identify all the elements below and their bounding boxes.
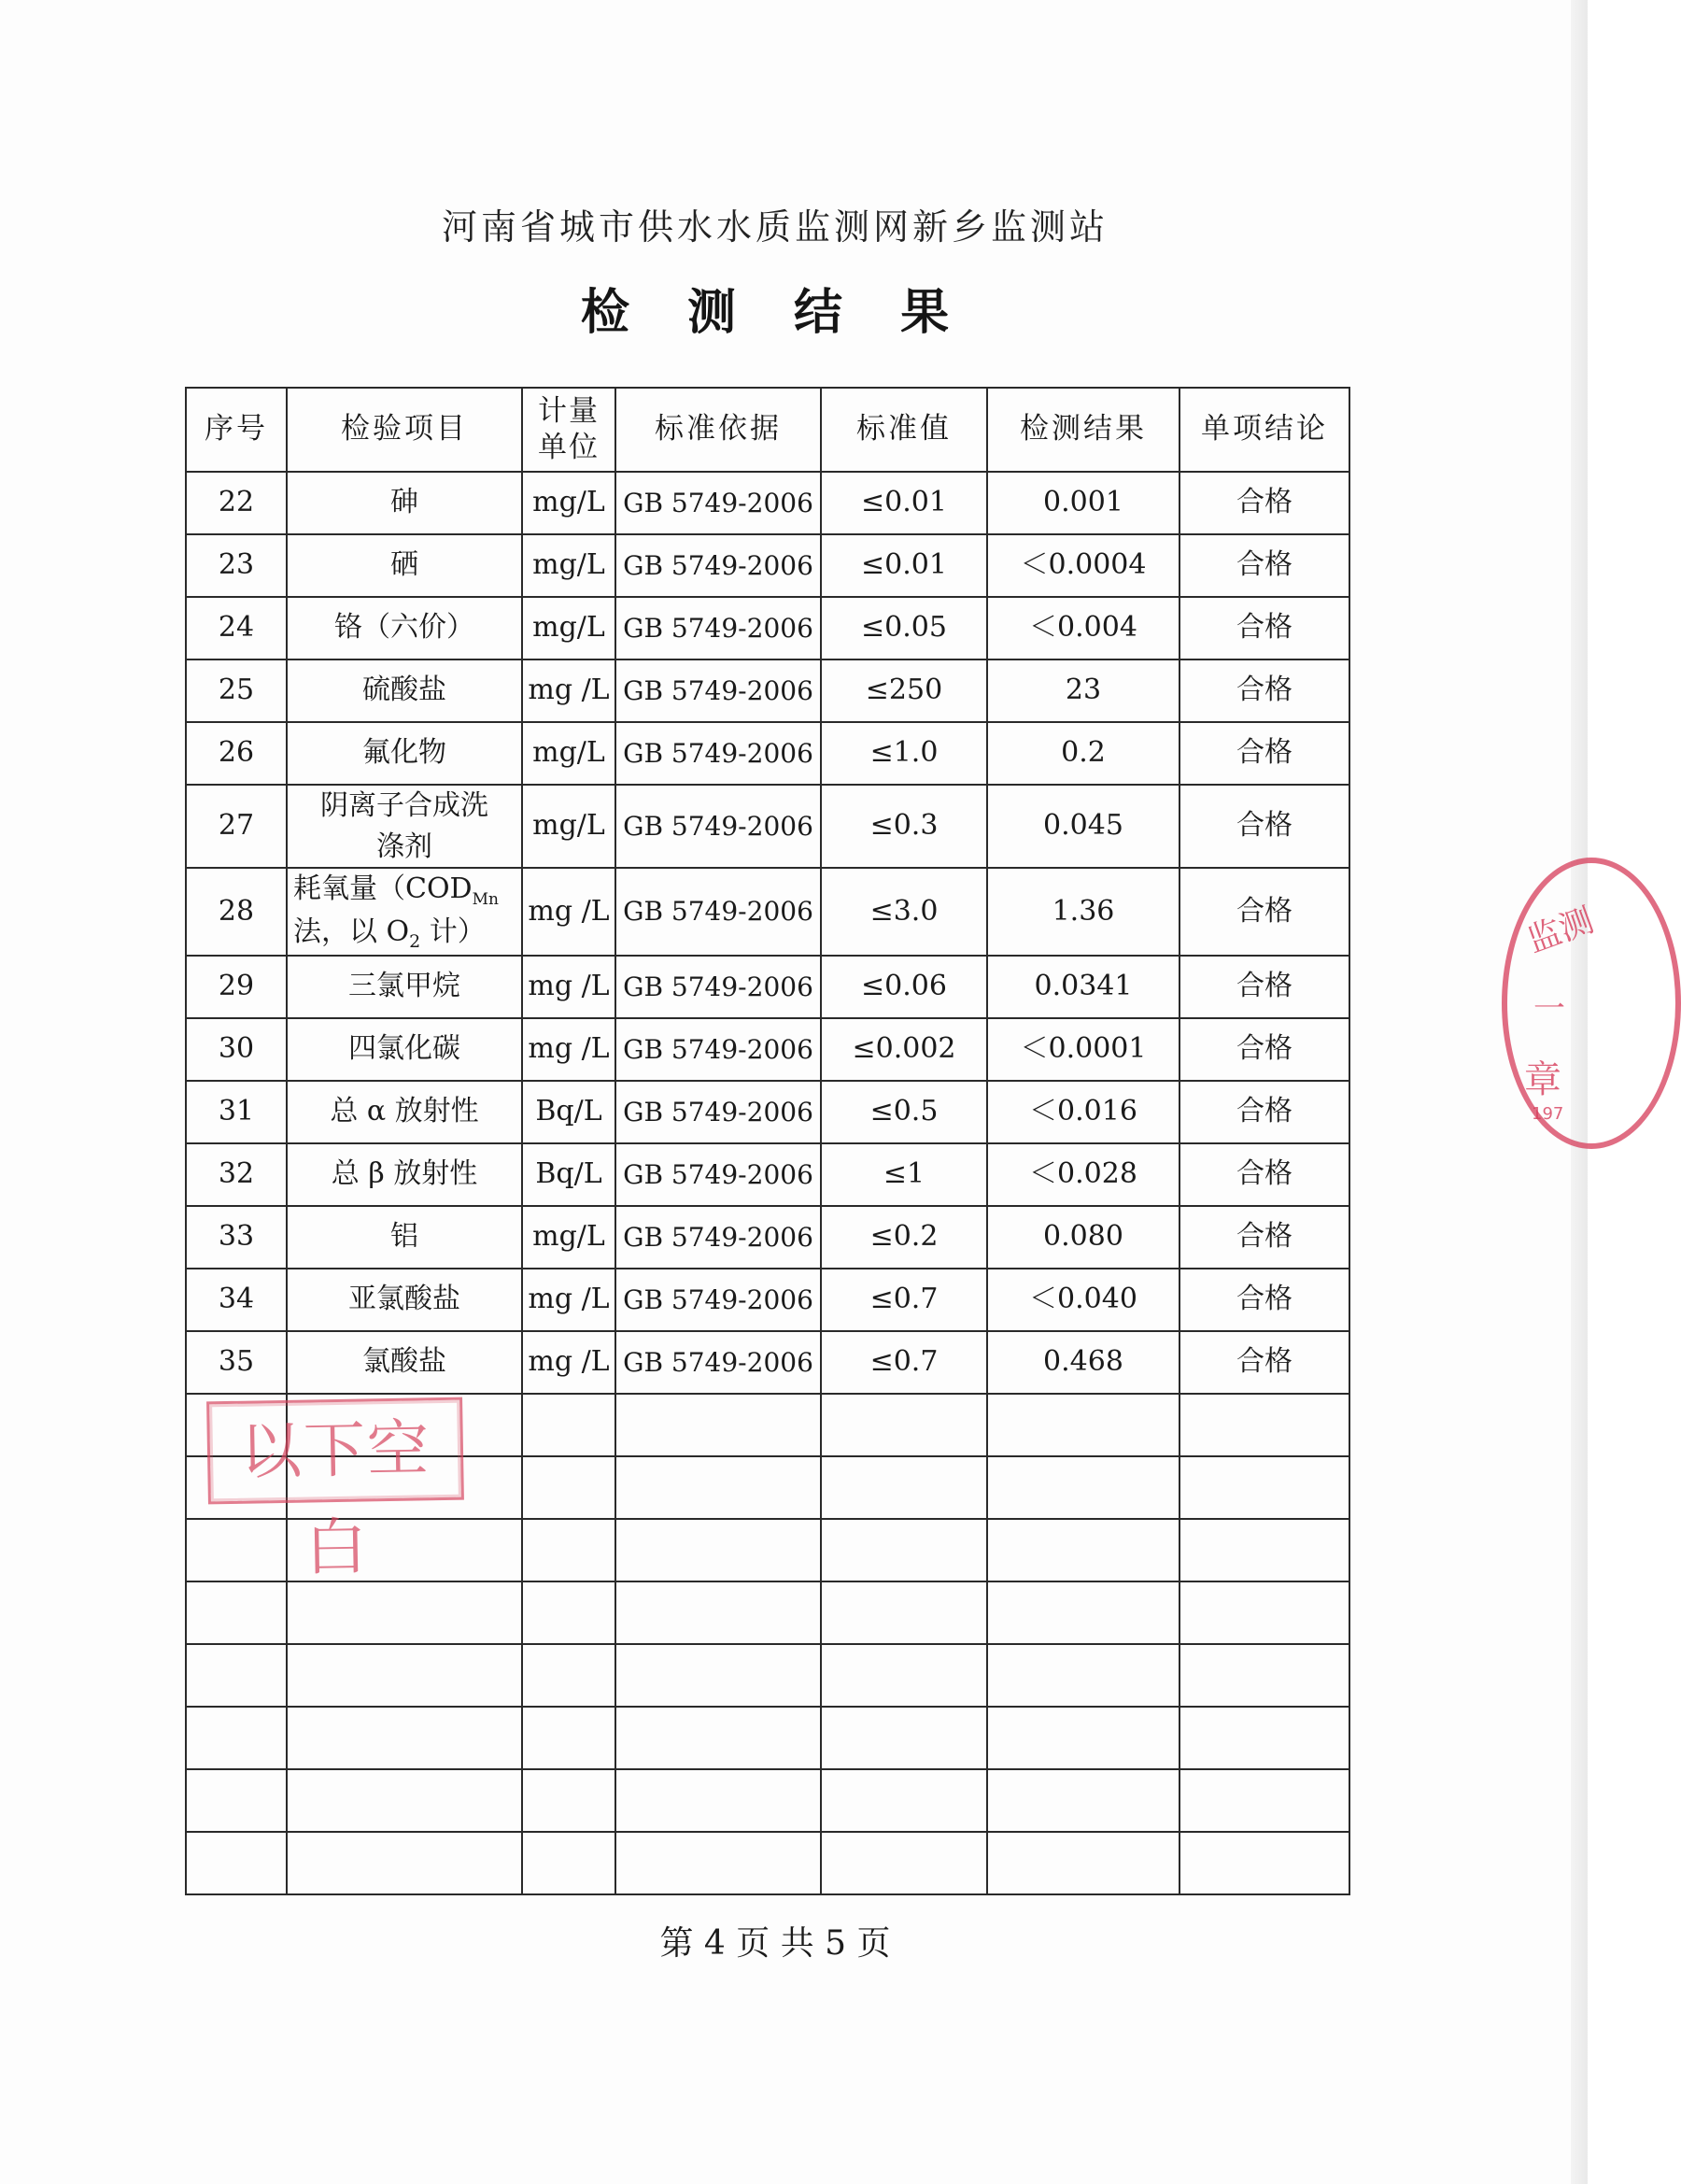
table-row <box>186 534 1349 597</box>
blank-cell <box>615 1832 821 1894</box>
row-basis: GB 5749-2006 <box>615 1269 821 1331</box>
table-row <box>186 722 1349 785</box>
blank-cell <box>186 1581 287 1644</box>
row-limit: ≤0.2 <box>821 1206 987 1269</box>
row-result: 23 <box>987 659 1180 722</box>
blank-cell <box>522 1769 615 1832</box>
row-verdict: 合格 <box>1180 1206 1349 1269</box>
row-no: 24 <box>186 597 287 659</box>
row-verdict: 合格 <box>1180 534 1349 597</box>
row-limit: ≤1.0 <box>821 722 987 785</box>
row-item-line2: 法，以 O <box>293 915 410 948</box>
row-verdict: 合格 <box>1180 1331 1349 1394</box>
row-no: 25 <box>186 659 287 722</box>
blank-cell <box>615 1644 821 1707</box>
table-row <box>186 597 1349 659</box>
row-limit: ≤0.05 <box>821 597 987 659</box>
row-no: 31 <box>186 1081 287 1143</box>
row-limit: ≤0.3 <box>821 785 987 868</box>
row-no: 28 <box>186 868 287 956</box>
blank-cell <box>821 1644 987 1707</box>
blank-cell <box>615 1769 821 1832</box>
row-verdict: 合格 <box>1180 1081 1349 1143</box>
row-unit: mg/L <box>522 722 615 785</box>
row-basis: GB 5749-2006 <box>615 1331 821 1394</box>
row-unit: mg /L <box>522 1331 615 1394</box>
row-verdict: 合格 <box>1180 722 1349 785</box>
blank-cell <box>287 1707 522 1769</box>
official-seal <box>1502 858 1681 1149</box>
row-no: 29 <box>186 956 287 1018</box>
row-limit: ≤3.0 <box>821 868 987 956</box>
row-verdict: 合格 <box>1180 785 1349 868</box>
row-unit: mg /L <box>522 1269 615 1331</box>
row-unit: mg/L <box>522 785 615 868</box>
blank-cell <box>186 1644 287 1707</box>
blank-cell <box>821 1832 987 1894</box>
table-row <box>186 1331 1349 1394</box>
row-item: 砷 <box>287 472 522 534</box>
row-verdict: 合格 <box>1180 868 1349 956</box>
blank-cell <box>615 1581 821 1644</box>
table-row <box>186 472 1349 534</box>
blank-cell <box>987 1769 1180 1832</box>
seal-text-bottom: 章 <box>1524 1058 1561 1101</box>
seal-text-mid: 一 <box>1533 990 1565 1028</box>
row-basis: GB 5749-2006 <box>615 1206 821 1269</box>
row-item: 三氯甲烷 <box>287 956 522 1018</box>
row-verdict: 合格 <box>1180 956 1349 1018</box>
row-item-subscript: Mn <box>472 890 499 909</box>
row-unit: mg /L <box>522 659 615 722</box>
row-result: ＜0.028 <box>987 1143 1180 1206</box>
row-no: 30 <box>186 1018 287 1081</box>
blank-cell <box>186 1519 287 1581</box>
col-header-item: 检验项目 <box>287 388 522 472</box>
blank-cell <box>821 1456 987 1519</box>
blank-cell <box>987 1832 1180 1894</box>
col-header-no: 序号 <box>186 388 287 472</box>
page-number: 第 4 页 共 5 页 <box>659 1924 891 1963</box>
blank-cell <box>987 1581 1180 1644</box>
table-row <box>186 1269 1349 1331</box>
blank-row <box>186 1644 1349 1707</box>
row-basis: GB 5749-2006 <box>615 1081 821 1143</box>
row-verdict: 合格 <box>1180 659 1349 722</box>
row-item: 铬（六价） <box>287 597 522 659</box>
blank-cell <box>987 1456 1180 1519</box>
seal-number: 197 <box>1532 1104 1564 1124</box>
blank-cell <box>1180 1519 1349 1581</box>
blank-cell <box>1180 1707 1349 1769</box>
row-basis: GB 5749-2006 <box>615 722 821 785</box>
row-item-end: 计） <box>420 915 486 948</box>
blank-cell <box>821 1707 987 1769</box>
row-limit: ≤1 <box>821 1143 987 1206</box>
table-row <box>186 1206 1349 1269</box>
row-limit: ≤250 <box>821 659 987 722</box>
blank-cell <box>1180 1832 1349 1894</box>
row-item-cod <box>287 868 522 956</box>
row-basis: GB 5749-2006 <box>615 472 821 534</box>
row-no: 33 <box>186 1206 287 1269</box>
blank-cell <box>821 1769 987 1832</box>
row-result: 0.001 <box>987 472 1180 534</box>
blank-cell <box>186 1707 287 1769</box>
table-row <box>186 785 1349 868</box>
organization-title: 河南省城市供水水质监测网新乡监测站 <box>441 206 1109 248</box>
row-limit: ≤0.5 <box>821 1081 987 1143</box>
blank-row <box>186 1707 1349 1769</box>
row-limit: ≤0.7 <box>821 1269 987 1331</box>
row-item: 亚氯酸盐 <box>287 1269 522 1331</box>
col-header-verdict: 单项结论 <box>1180 388 1349 472</box>
row-no: 26 <box>186 722 287 785</box>
row-item-line1: 耗氧量（COD <box>293 872 473 905</box>
row-verdict: 合格 <box>1180 1269 1349 1331</box>
row-item: 铝 <box>287 1206 522 1269</box>
row-limit: ≤0.7 <box>821 1331 987 1394</box>
col-header-limit: 标准值 <box>821 388 987 472</box>
table-row <box>186 868 1349 956</box>
row-basis: GB 5749-2006 <box>615 868 821 956</box>
row-no: 23 <box>186 534 287 597</box>
blank-cell <box>1180 1644 1349 1707</box>
row-limit: ≤0.01 <box>821 534 987 597</box>
table-header-row <box>186 388 1349 472</box>
row-limit: ≤0.01 <box>821 472 987 534</box>
table-row <box>186 1018 1349 1081</box>
blank-cell <box>615 1456 821 1519</box>
blank-cell <box>522 1832 615 1894</box>
row-verdict: 合格 <box>1180 597 1349 659</box>
row-limit: ≤0.002 <box>821 1018 987 1081</box>
col-header-unit: 计量单位 <box>522 388 615 472</box>
row-no: 22 <box>186 472 287 534</box>
row-result: 1.36 <box>987 868 1180 956</box>
row-verdict: 合格 <box>1180 1143 1349 1206</box>
blank-cell <box>522 1644 615 1707</box>
row-no: 32 <box>186 1143 287 1206</box>
blank-row <box>186 1769 1349 1832</box>
row-basis: GB 5749-2006 <box>615 1018 821 1081</box>
row-result: ＜0.040 <box>987 1269 1180 1331</box>
blank-cell <box>1180 1394 1349 1456</box>
blank-cell <box>1180 1769 1349 1832</box>
row-result: 0.2 <box>987 722 1180 785</box>
blank-cell <box>287 1644 522 1707</box>
row-verdict: 合格 <box>1180 472 1349 534</box>
row-result: ＜0.0001 <box>987 1018 1180 1081</box>
row-item: 阴离子合成洗涤剂 <box>287 785 522 868</box>
blank-cell <box>987 1519 1180 1581</box>
blank-cell <box>522 1456 615 1519</box>
results-table <box>185 387 1350 1895</box>
blank-cell <box>987 1394 1180 1456</box>
blank-cell <box>186 1832 287 1894</box>
row-unit: mg/L <box>522 534 615 597</box>
row-result: 0.045 <box>987 785 1180 868</box>
blank-cell <box>1180 1456 1349 1519</box>
row-item: 总 α 放射性 <box>287 1081 522 1143</box>
blank-cell <box>615 1394 821 1456</box>
row-unit: mg/L <box>522 597 615 659</box>
row-basis: GB 5749-2006 <box>615 785 821 868</box>
row-item-subscript2: 2 <box>409 930 421 952</box>
document-title: 检 测 结 果 <box>580 284 970 341</box>
blank-cell <box>522 1707 615 1769</box>
blank-cell <box>287 1832 522 1894</box>
table-row <box>186 1081 1349 1143</box>
row-basis: GB 5749-2006 <box>615 534 821 597</box>
blank-cell <box>821 1519 987 1581</box>
row-unit: mg /L <box>522 956 615 1018</box>
blank-cell <box>987 1644 1180 1707</box>
table-row <box>186 956 1349 1018</box>
blank-cell <box>615 1707 821 1769</box>
blank-cell <box>522 1394 615 1456</box>
row-result: 0.0341 <box>987 956 1180 1018</box>
row-item: 硫酸盐 <box>287 659 522 722</box>
row-no: 35 <box>186 1331 287 1394</box>
blank-cell <box>821 1394 987 1456</box>
blank-cell <box>287 1769 522 1832</box>
row-unit: Bq/L <box>522 1143 615 1206</box>
blank-below-stamp: 以下空白 <box>206 1397 464 1505</box>
blank-cell <box>522 1581 615 1644</box>
row-result: 0.080 <box>987 1206 1180 1269</box>
row-basis: GB 5749-2006 <box>615 956 821 1018</box>
row-result: ＜0.0004 <box>987 534 1180 597</box>
table-row <box>186 659 1349 722</box>
row-unit: Bq/L <box>522 1081 615 1143</box>
row-unit: mg/L <box>522 1206 615 1269</box>
row-item: 氯酸盐 <box>287 1331 522 1394</box>
row-item: 四氯化碳 <box>287 1018 522 1081</box>
table-row <box>186 1143 1349 1206</box>
blank-cell <box>821 1581 987 1644</box>
row-basis: GB 5749-2006 <box>615 659 821 722</box>
blank-cell <box>987 1707 1180 1769</box>
blank-cell <box>615 1519 821 1581</box>
blank-cell <box>186 1769 287 1832</box>
row-result: ＜0.004 <box>987 597 1180 659</box>
row-item: 硒 <box>287 534 522 597</box>
row-no: 34 <box>186 1269 287 1331</box>
col-header-basis: 标准依据 <box>615 388 821 472</box>
seal-text-top: 监测 <box>1522 901 1599 960</box>
row-item: 总 β 放射性 <box>287 1143 522 1206</box>
blank-cell <box>1180 1581 1349 1644</box>
row-limit: ≤0.06 <box>821 956 987 1018</box>
blank-cell <box>522 1519 615 1581</box>
row-unit: mg /L <box>522 868 615 956</box>
row-unit: mg/L <box>522 472 615 534</box>
row-basis: GB 5749-2006 <box>615 1143 821 1206</box>
col-header-result: 检测结果 <box>987 388 1180 472</box>
row-basis: GB 5749-2006 <box>615 597 821 659</box>
row-item: 氟化物 <box>287 722 522 785</box>
row-verdict: 合格 <box>1180 1018 1349 1081</box>
blank-row <box>186 1832 1349 1894</box>
row-result: 0.468 <box>987 1331 1180 1394</box>
row-no: 27 <box>186 785 287 868</box>
row-unit: mg /L <box>522 1018 615 1081</box>
row-result: ＜0.016 <box>987 1081 1180 1143</box>
